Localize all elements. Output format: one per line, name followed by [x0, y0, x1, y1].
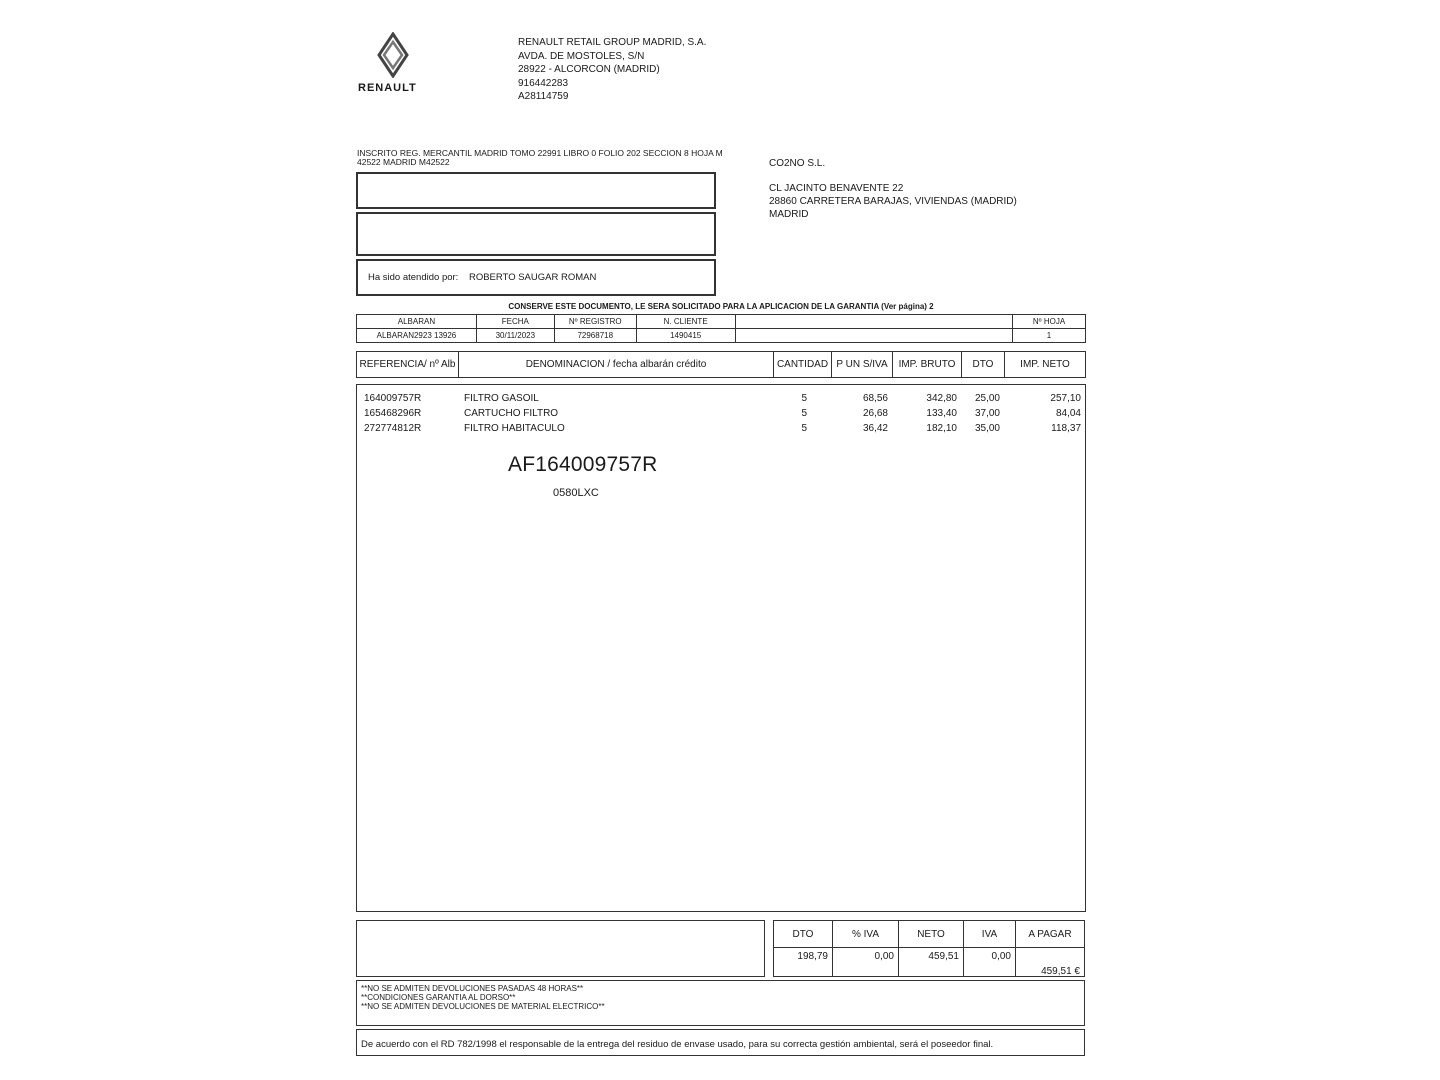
item-desc: FILTRO GASOIL [464, 393, 539, 404]
client-address-1: CL JACINTO BENAVENTE 22 [769, 183, 904, 194]
reference-annotation: AF164009757R [508, 453, 658, 476]
col-bruto: IMP. BRUTO [893, 352, 962, 377]
totals-col-dto [774, 921, 833, 976]
info-cliente: 1490415 [636, 329, 735, 343]
condition-line: **NO SE ADMITEN DEVOLUCIONES PASADAS 48 HORAS** [361, 984, 584, 993]
table-row [357, 408, 1087, 423]
totals-col-pagar [1016, 921, 1084, 976]
col-denominacion: DENOMINACION / fecha albarán crédito [459, 352, 774, 377]
item-price: 68,56 [862, 393, 888, 404]
registry-line-2: 42522 MADRID M42522 [357, 157, 450, 167]
table-row [357, 393, 1087, 408]
item-desc: CARTUCHO FILTRO [464, 408, 559, 419]
attended-label: Ha sido atendido por: [368, 272, 459, 283]
item-gross: 133,40 [926, 408, 957, 419]
totals-header-pagar: A PAGAR [1016, 921, 1084, 948]
items-area [356, 384, 1086, 912]
attended-by [368, 272, 604, 283]
condition-line: **NO SE ADMITEN DEVOLUCIONES DE MATERIAL ELECTRICO** [361, 1002, 605, 1011]
item-net: 257,10 [1050, 393, 1081, 404]
info-header-cliente: N. CLIENTE [636, 315, 735, 329]
condition-line: **CONDICIONES GARANTIA AL DORSO** [361, 993, 516, 1002]
client-address-2: 28860 CARRETERA BARAJAS, VIVIENDAS (MADRID) [769, 196, 1017, 207]
company-phone: 916442283 [518, 77, 569, 89]
warranty-notice: CONSERVE ESTE DOCUMENTO, LE SERA SOLICITADO PARA LA APLICACION DE LA GARANTIA (Ver página) 2 [508, 302, 934, 311]
info-header-fecha: FECHA [476, 315, 554, 329]
item-net: 118,37 [1051, 423, 1081, 434]
attended-name: ROBERTO SAUGAR ROMAN [468, 272, 597, 283]
info-registro: 72968718 [554, 329, 636, 343]
info-header-hoja: Nº HOJA [1013, 315, 1086, 329]
table-row [357, 423, 1087, 438]
item-gross: 182,10 [926, 423, 957, 434]
totals-iva: 0,00 [991, 951, 1011, 962]
company-city: 28922 - ALCORCON (MADRID) [518, 64, 660, 75]
col-neto: IMP. NETO [1020, 359, 1070, 370]
totals-header-pct-iva: % IVA [833, 921, 898, 948]
item-price: 36,42 [862, 423, 888, 434]
company-tax-id: A28114759 [518, 91, 569, 102]
col-referencia: REFERENCIA/ nº Alb [357, 352, 459, 377]
renault-diamond-icon [375, 32, 411, 78]
totals-pct-iva: 0,00 [874, 951, 894, 962]
totals-col-iva [964, 921, 1016, 976]
company-name: RENAULT RETAIL GROUP MADRID, S.A. [518, 37, 707, 48]
empty-box-2 [356, 212, 716, 256]
totals-a-pagar: 459,51 € [1041, 966, 1080, 977]
col-precio: P UN S/IVA [832, 352, 893, 377]
company-info [518, 36, 706, 104]
item-gross: 342,80 [926, 393, 957, 404]
item-ref: 164009757R [364, 393, 422, 404]
client-city: MADRID [769, 209, 809, 220]
brand-name: RENAULT [358, 82, 417, 94]
info-header-blank [735, 315, 1012, 329]
totals-header-neto: NETO [899, 921, 963, 948]
item-qty: 5 [801, 393, 807, 404]
client-info [769, 157, 1017, 221]
info-blank [735, 329, 1012, 343]
item-qty: 5 [801, 408, 807, 419]
item-dto: 37,00 [974, 408, 1000, 419]
info-fecha: 30/11/2023 [476, 329, 554, 343]
item-dto: 35,00 [974, 423, 1000, 434]
conditions-box [356, 980, 1085, 1026]
info-header-row [357, 315, 1086, 329]
registry-line-1: INSCRITO REG. MERCANTIL MADRID TOMO 22991 LIBRO 0 FOLIO 202 SECCION 8 HOJA M [357, 148, 723, 158]
company-address: AVDA. DE MOSTOLES, S/N [518, 50, 645, 62]
observations-box [356, 920, 765, 977]
item-price: 26,68 [862, 408, 888, 419]
totals-header-iva: IVA [964, 921, 1015, 948]
item-qty: 5 [801, 423, 807, 434]
col-dto: DTO [962, 352, 1005, 377]
renault-logo [350, 30, 440, 100]
info-albaran: ALBARAN2923 13926 [357, 329, 477, 343]
client-name: CO2NO S.L. [769, 158, 826, 169]
totals-col-pct-iva [833, 921, 899, 976]
document-info-table [356, 314, 1086, 343]
col-cantidad: CANTIDAD [774, 352, 832, 377]
items-column-headers [356, 351, 1086, 378]
item-dto: 25,00 [974, 393, 1000, 404]
environmental-notice: De acuerdo con el RD 782/1998 el responsable de la entrega del residuo de envase usado, para su correcta gestión ambiental, será el poseedor final. [356, 1029, 1085, 1056]
registry-info [357, 149, 757, 167]
totals-neto: 459,51 [928, 951, 959, 962]
totals-dto: 198,79 [797, 951, 828, 962]
info-value-row [357, 329, 1086, 343]
item-desc: FILTRO HABITACULO [464, 423, 565, 434]
info-header-registro: Nº REGISTRO [554, 315, 636, 329]
empty-box-1 [356, 172, 716, 209]
info-hoja: 1 [1013, 329, 1086, 343]
totals-table [773, 920, 1085, 977]
item-ref: 165468296R [364, 408, 422, 419]
totals-col-neto [899, 921, 964, 976]
item-ref: 272774812R [364, 423, 422, 434]
license-plate: 0580LXC [553, 487, 599, 499]
totals-header-dto: DTO [774, 921, 832, 948]
item-net: 84,04 [1055, 408, 1081, 419]
info-header-albaran: ALBARAN [357, 315, 477, 329]
